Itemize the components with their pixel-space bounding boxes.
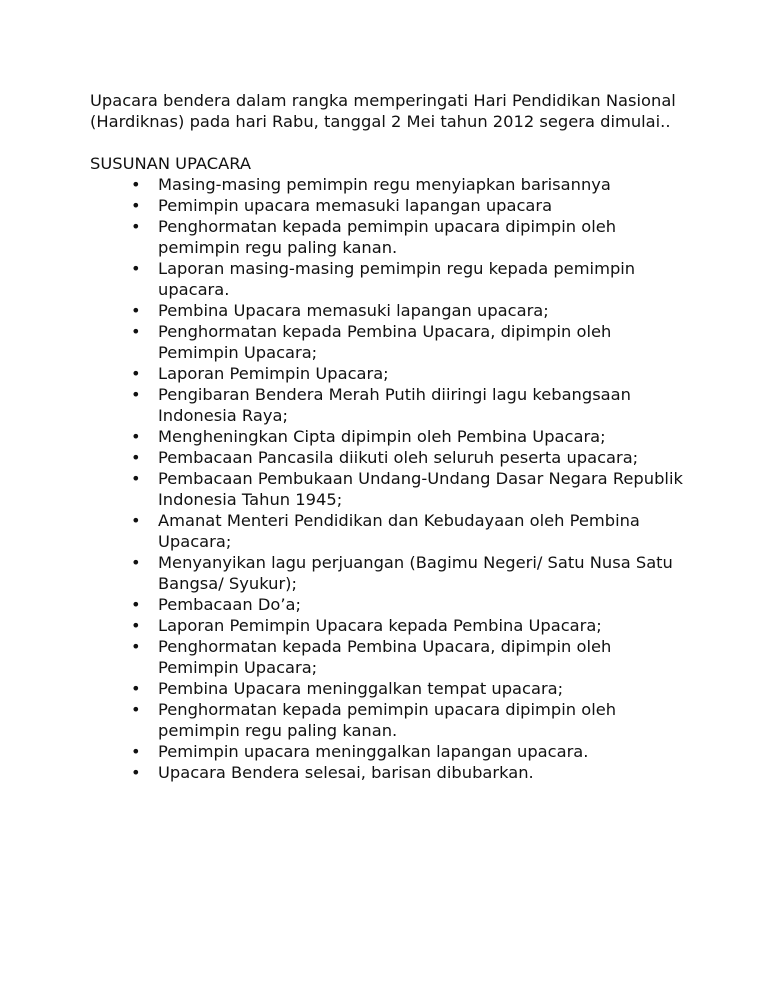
list-item: • Amanat Menteri Pendidikan dan Kebudayaan oleh Pembina Upacara;	[158, 510, 690, 552]
list-item: • Upacara Bendera selesai, barisan dibubarkan.	[158, 762, 690, 783]
list-item: • Pembacaan Pancasila diikuti oleh seluruh peserta upacara;	[158, 447, 690, 468]
ceremony-steps-list	[90, 174, 690, 783]
list-item: • Penghormatan kepada Pembina Upacara, dipimpin oleh Pemimpin Upacara;	[158, 636, 690, 678]
list-item: • Pembacaan Do’a;	[158, 594, 690, 615]
intro-line-2: (Hardiknas) pada hari Rabu, tanggal 2 Mei tahun 2012 segera dimulai..	[90, 112, 671, 131]
document-page	[90, 90, 690, 783]
list-item: • Menyanyikan lagu perjuangan (Bagimu Negeri/ Satu Nusa Satu Bangsa/ Syukur);	[158, 552, 690, 594]
list-item: • Laporan Pemimpin Upacara;	[158, 363, 690, 384]
list-item: • Masing-masing pemimpin regu menyiapkan barisannya	[158, 174, 690, 195]
list-item: • Mengheningkan Cipta dipimpin oleh Pembina Upacara;	[158, 426, 690, 447]
list-item: • Pemimpin upacara memasuki lapangan upacara	[158, 195, 690, 216]
list-item: • Laporan masing-masing pemimpin regu kepada pemimpin upacara.	[158, 258, 690, 300]
section-title: SUSUNAN UPACARA	[90, 154, 252, 173]
list-item: • Penghormatan kepada pemimpin upacara dipimpin oleh pemimpin regu paling kanan.	[158, 699, 690, 741]
list-item: • Penghormatan kepada Pembina Upacara, dipimpin oleh Pemimpin Upacara;	[158, 321, 690, 363]
intro-line-1: Upacara bendera dalam rangka memperingati Hari Pendidikan Nasional	[90, 91, 676, 110]
list-item: • Penghormatan kepada pemimpin upacara dipimpin oleh pemimpin regu paling kanan.	[158, 216, 690, 258]
list-item: • Laporan Pemimpin Upacara kepada Pembina Upacara;	[158, 615, 690, 636]
list-item: • Pembina Upacara meninggalkan tempat upacara;	[158, 678, 690, 699]
list-item: • Pengibaran Bendera Merah Putih diiringi lagu kebangsaan Indonesia Raya;	[158, 384, 690, 426]
intro-paragraph	[90, 90, 690, 132]
list-item: • Pemimpin upacara meninggalkan lapangan upacara.	[158, 741, 690, 762]
list-item: • Pembina Upacara memasuki lapangan upacara;	[158, 300, 690, 321]
list-item: • Pembacaan Pembukaan Undang-Undang Dasar Negara Republik Indonesia Tahun 1945;	[158, 468, 690, 510]
